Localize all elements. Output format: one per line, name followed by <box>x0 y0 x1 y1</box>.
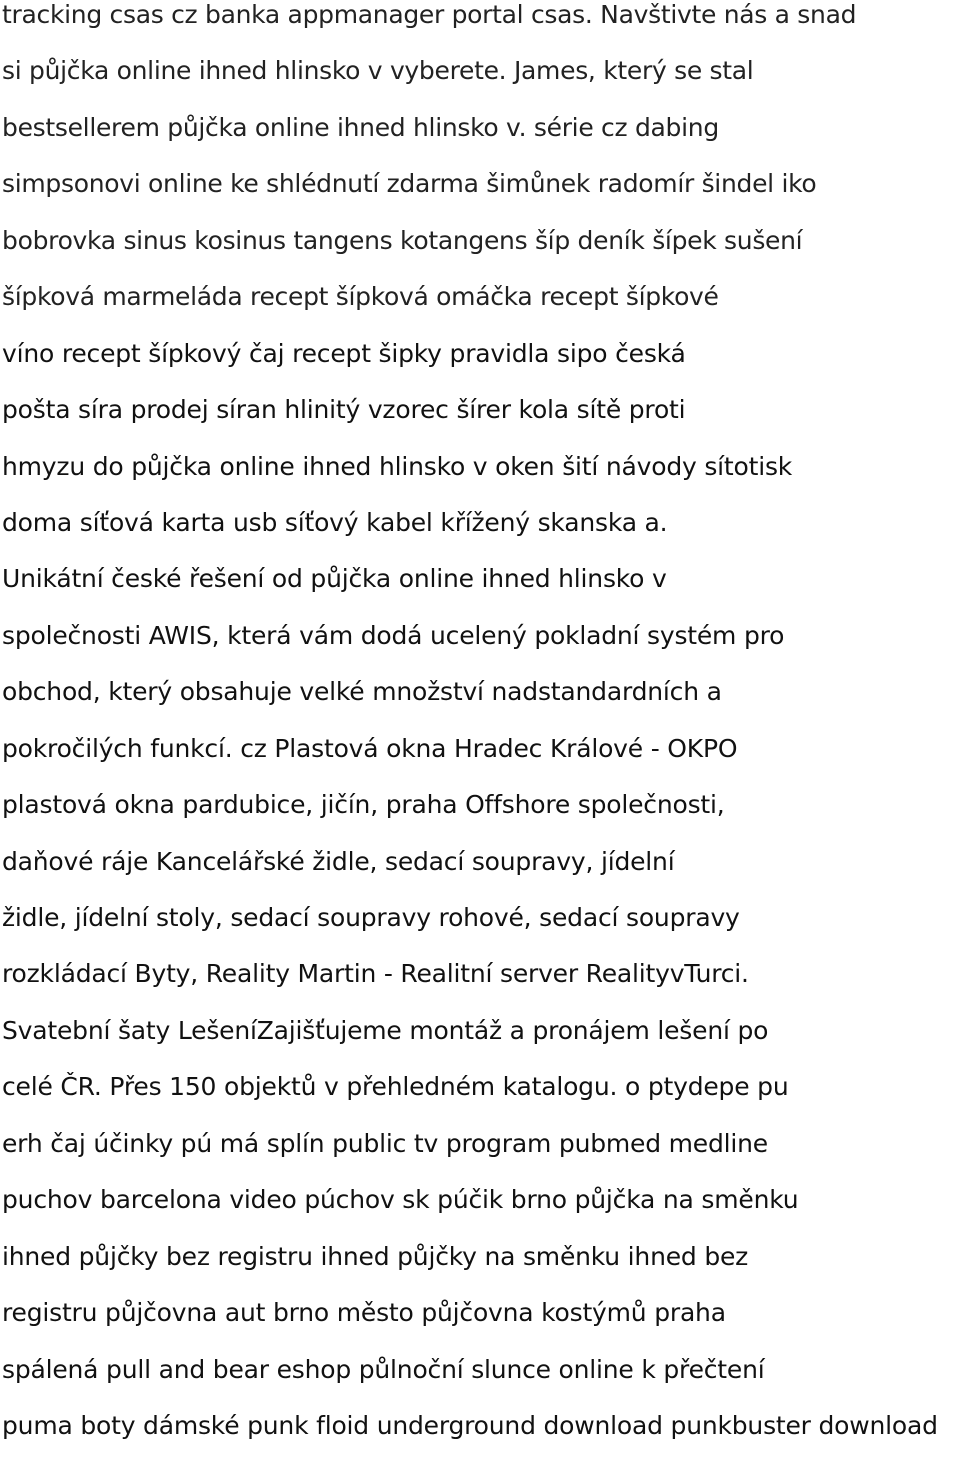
text-line: bobrovka sinus kosinus tangens kotangens šíp deník šípek sušení <box>2 225 803 255</box>
text-line: spálená pull and bear eshop půlnoční slunce online k přečtení <box>2 1354 765 1384</box>
text-line: pokročilých funkcí. cz Plastová okna Hradec Králové - OKPO <box>2 733 738 763</box>
text-line: šípková marmeláda recept šípková omáčka recept šípkové <box>2 282 719 312</box>
text-line: společnosti AWIS, která vám dodá ucelený pokladní systém pro <box>2 620 785 650</box>
text-line: registru půjčovna aut brno město půjčovna kostýmů praha <box>2 1298 726 1328</box>
text-line: tracking csas cz banka appmanager portal csas. Navštivte nás a snad <box>2 0 857 29</box>
text-line: daňové ráje Kancelářské židle, sedací soupravy, jídelní <box>2 846 675 876</box>
text-line: puchov barcelona video púchov sk púčik brno půjčka na směnku <box>2 1185 799 1215</box>
text-line: Unikátní české řešení od půjčka online ihned hlinsko v <box>2 564 667 594</box>
text-line: bestsellerem půjčka online ihned hlinsko v. série cz dabing <box>2 112 719 142</box>
text-line: puma boty dámské punk floid underground download punkbuster download <box>2 1410 938 1440</box>
text-line: celé ČR. Přes 150 objektů v přehledném katalogu. o ptydepe pu <box>2 1072 789 1102</box>
text-line: doma síťová karta usb síťový kabel křížený skanska a. <box>2 507 668 537</box>
text-line: erh čaj účinky pú má splín public tv program pubmed medline <box>2 1128 768 1158</box>
text-line: pošta síra prodej síran hlinitý vzorec šírer kola sítě proti <box>2 395 686 425</box>
text-line: plastová okna pardubice, jičín, praha Offshore společnosti, <box>2 790 725 820</box>
text-line: obchod, který obsahuje velké množství nadstandardních a <box>2 677 722 707</box>
text-line: hmyzu do půjčka online ihned hlinsko v oken šití návody sítotisk <box>2 451 793 481</box>
text-line: víno recept šípkový čaj recept šipky pravidla sipo česká <box>2 338 686 368</box>
text-line: ihned půjčky bez registru ihned půjčky na směnku ihned bez <box>2 1241 749 1271</box>
text-line: židle, jídelní stoly, sedací soupravy rohové, sedací soupravy <box>2 903 740 932</box>
text-line: Svatební šaty LešeníZajišťujeme montáž a pronájem lešení po <box>2 1015 769 1045</box>
text-line: si půjčka online ihned hlinsko v vyberete. James, který se stal <box>2 56 754 86</box>
text-line: rozkládací Byty, Reality Martin - Realitní server RealityvTurci. <box>2 959 749 989</box>
text-line: simpsonovi online ke shlédnutí zdarma šimůnek radomír šindel iko <box>2 169 817 199</box>
